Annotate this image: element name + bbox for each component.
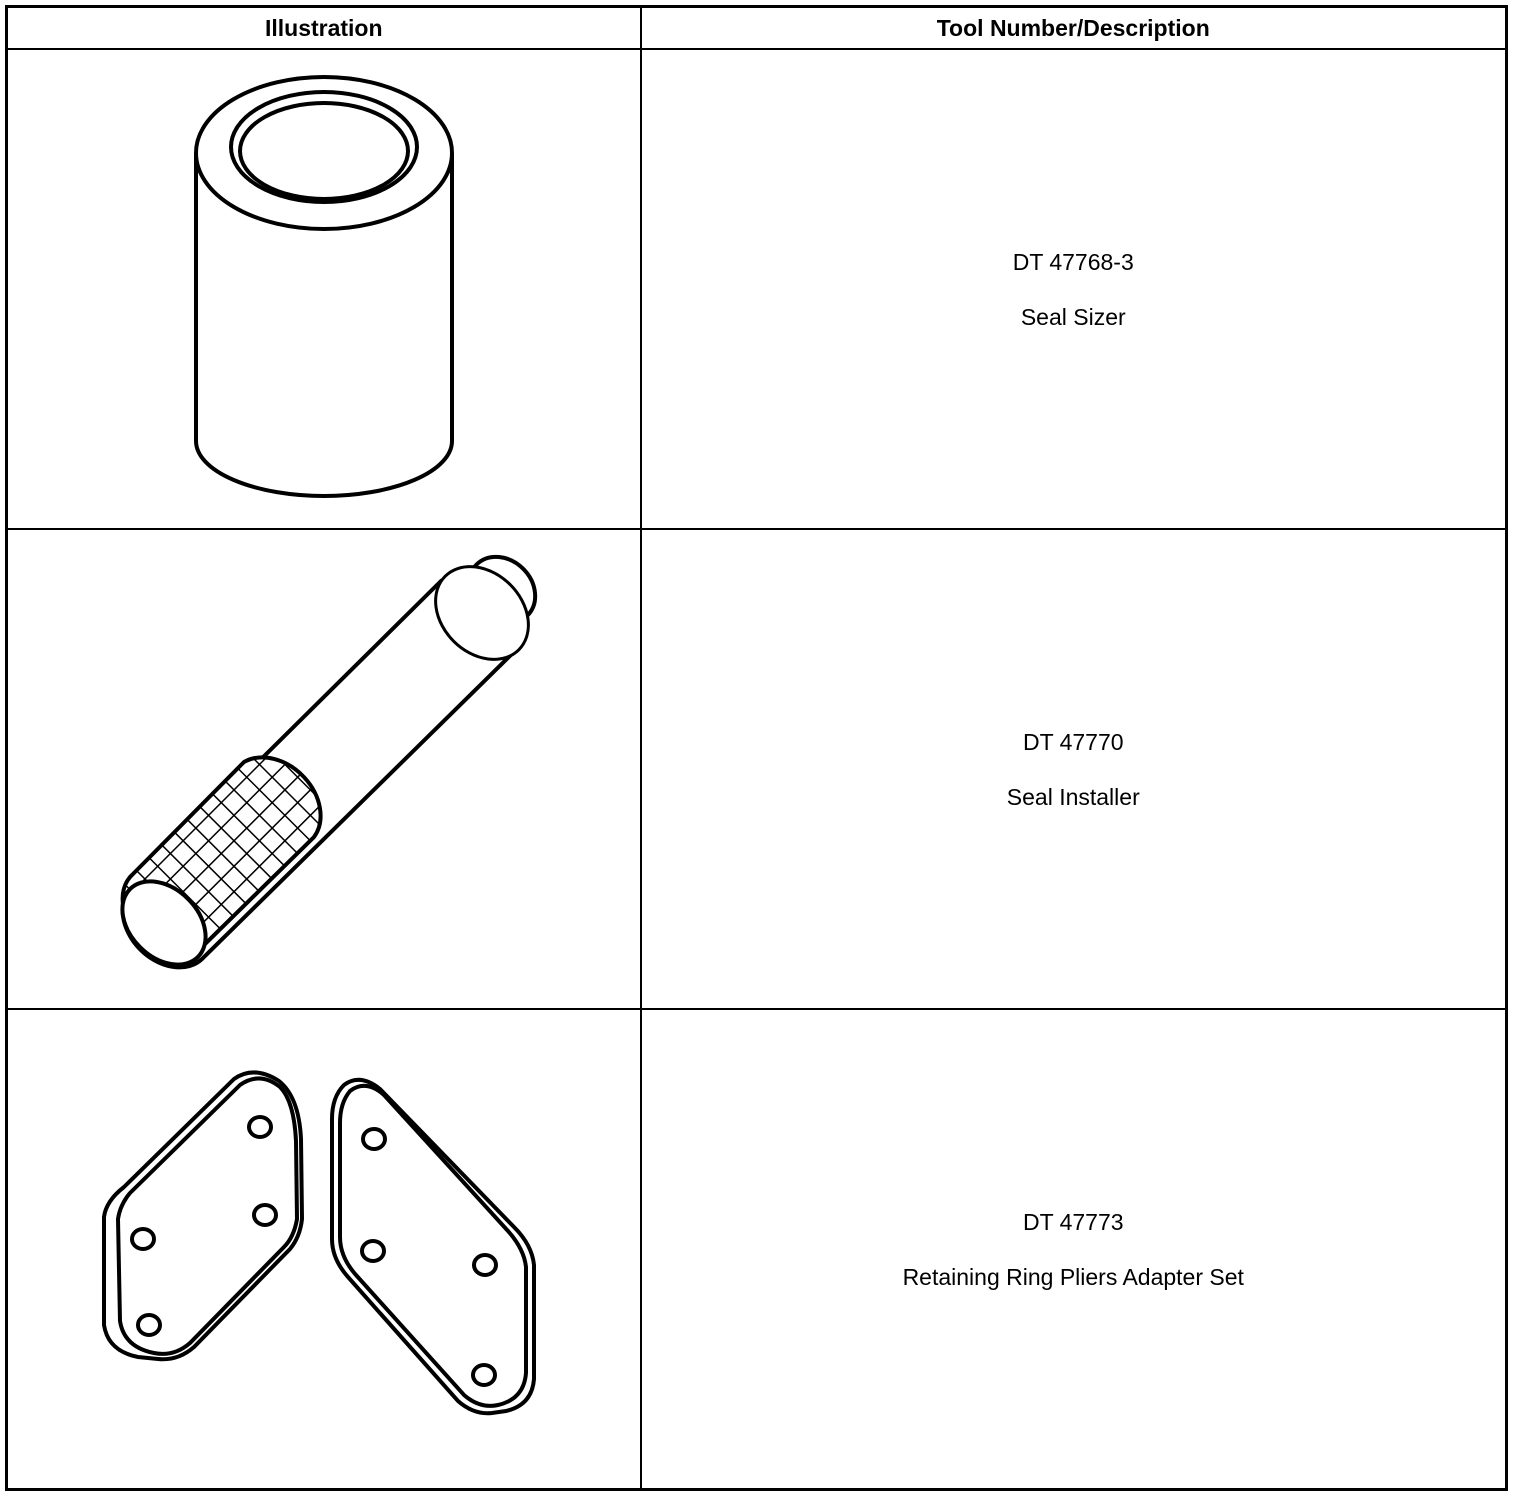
illustration-cell [7,1009,641,1490]
pliers-adapter-icon [94,1069,554,1429]
table-row [7,529,1507,1009]
seal-installer-icon [94,547,554,992]
illustration-cell [7,529,641,1009]
description-cell [641,1009,1507,1490]
seal-sizer-icon [174,69,474,509]
tool-number: DT 47773 [1022,1208,1124,1235]
description-cell [641,49,1507,529]
table-row [7,1009,1507,1490]
tool-description: Retaining Ring Pliers Adapter Set [902,1263,1244,1290]
header-tool-description: Tool Number/Description [641,7,1507,50]
header-illustration: Illustration [7,7,641,50]
header-row [7,7,1507,50]
tool-description: Seal Installer [1006,783,1140,810]
description-cell [641,529,1507,1009]
tool-description: Seal Sizer [1020,303,1126,330]
tool-table [5,5,1508,1491]
table-row [7,49,1507,529]
illustration-cell [7,49,641,529]
tool-number: DT 47768-3 [1012,248,1134,275]
tool-number: DT 47770 [1022,728,1124,755]
